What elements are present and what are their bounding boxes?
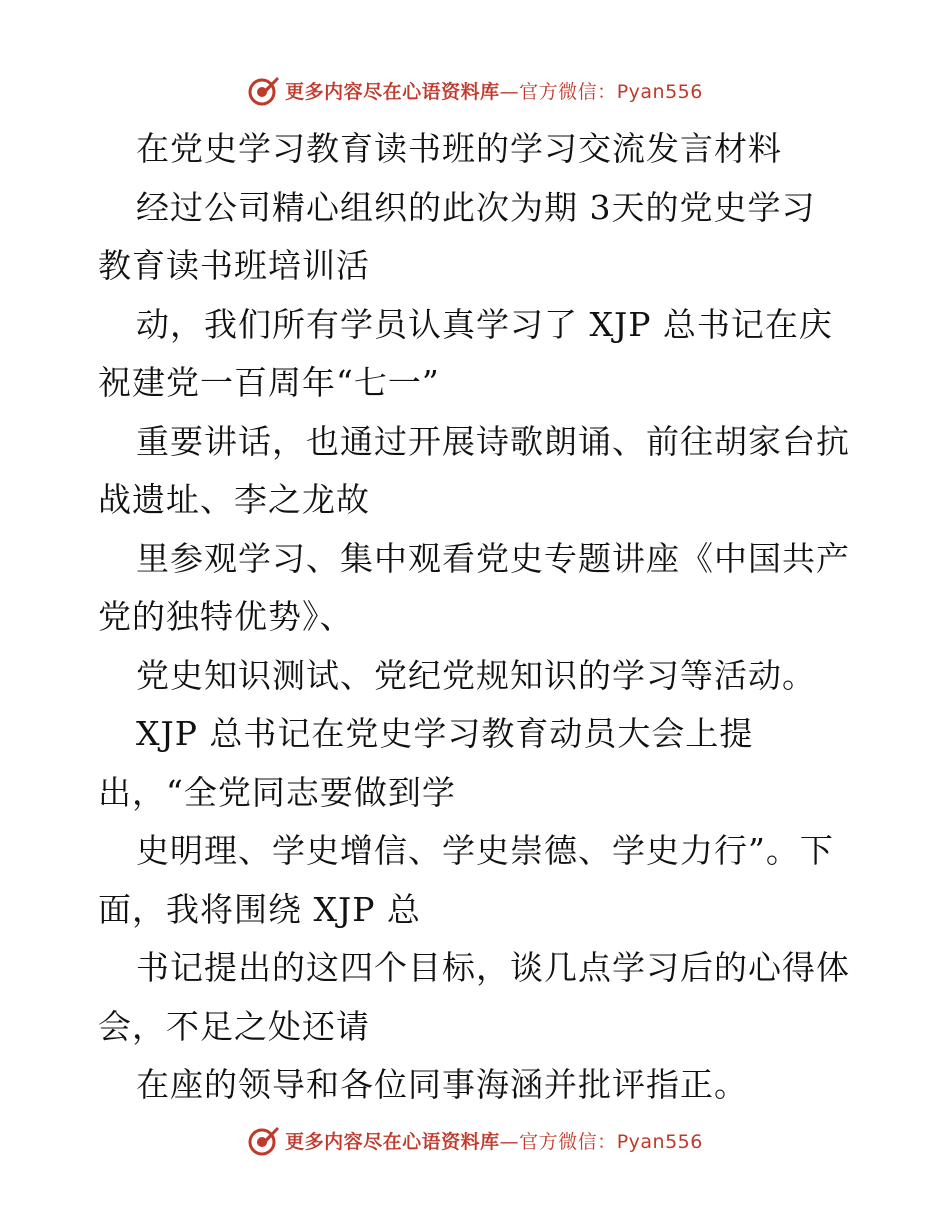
watermark-dash: — — [499, 80, 520, 103]
paragraph-line: 面，我将围绕 XJP 总 — [98, 889, 421, 929]
paragraph-line: 在座的领导和各位同事海涵并批评指正。 — [136, 1065, 748, 1104]
paragraph-line: 动，我们所有学员认真学习了 XJP 总书记在庆 — [136, 304, 833, 344]
watermark-contact-label: 官方微信： — [519, 1130, 617, 1153]
header-watermark — [247, 73, 703, 107]
paragraph-line: 战遗址、李之龙故 — [98, 480, 370, 519]
watermark-wechat-id: Pyan556 — [616, 1130, 703, 1153]
quill-circle-logo-icon — [247, 73, 281, 107]
header-watermark-banner — [0, 70, 950, 110]
paragraph-line: 党的独特优势》、 — [98, 597, 354, 636]
paragraph-line: 党史知识测试、党纪党规知识的学习等活动。 — [136, 655, 816, 695]
quill-circle-logo-icon — [247, 1123, 281, 1157]
document-body — [98, 120, 858, 1115]
paragraph-line: 史明理、学史增信、学史崇德、学史力行”。下 — [136, 831, 834, 870]
paragraph-line: 里参观学习、集中观看党史专题讲座《中国共产 — [136, 538, 850, 578]
paragraph-line: 会，不足之处还请 — [98, 1006, 370, 1046]
paragraph-line: 重要讲话，也通过开展诗歌朗诵、前往胡家台抗 — [136, 421, 850, 461]
watermark-text: 更多内容尽在心语资料库—官方微信：Pyan556 — [285, 1130, 703, 1153]
paragraph-line: 祝建党一百周年“七一” — [98, 363, 440, 402]
footer-watermark — [247, 1123, 703, 1157]
watermark-dash: — — [499, 1130, 520, 1153]
watermark-text: 更多内容尽在心语资料库—官方微信：Pyan556 — [285, 80, 703, 103]
paragraph-line: 书记提出的这四个目标，谈几点学习后的心得体 — [136, 948, 850, 987]
paragraph-line: 经过公司精心组织的此次为期 3天的党史学习 — [136, 187, 816, 227]
paragraph-line: 出，“全党同志要做到学 — [98, 772, 456, 812]
paragraph-line: XJP 总书记在党史学习教育动员大会上提 — [136, 714, 754, 753]
document-title: 在党史学习教育读书班的学习交流发言材料 — [136, 129, 782, 168]
watermark-wechat-id: Pyan556 — [616, 80, 703, 103]
paragraph-line: 教育读书班培训活 — [98, 246, 370, 285]
watermark-contact-label: 官方微信： — [519, 80, 617, 103]
footer-watermark-banner — [0, 1120, 950, 1160]
